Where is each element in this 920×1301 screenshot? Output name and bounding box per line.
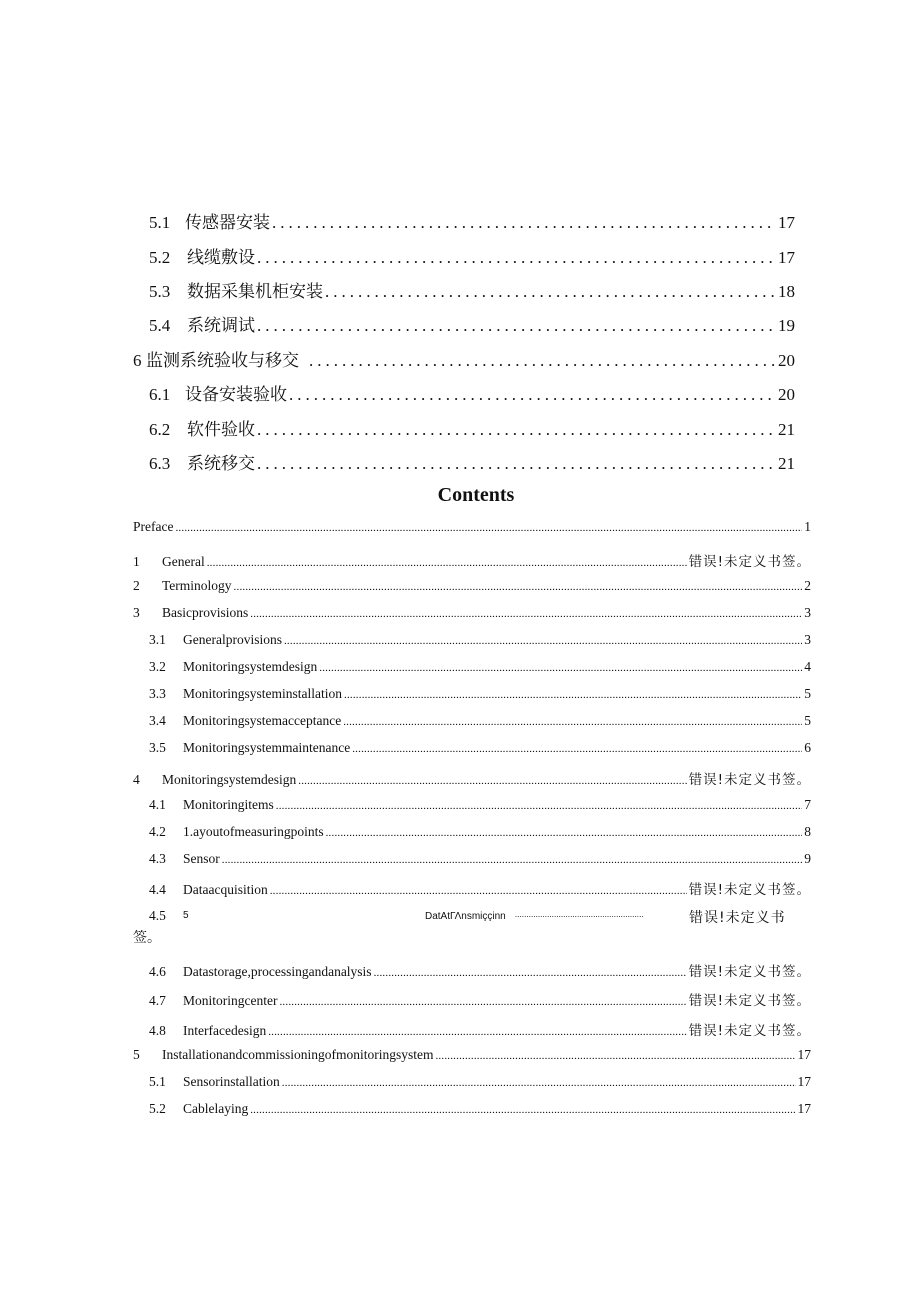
toc-page-error: 错误!未定义书签。 — [688, 1023, 811, 1039]
en-toc-4-4[interactable] — [149, 878, 811, 898]
toc-title: Sensorinstallation — [183, 1074, 280, 1089]
toc-leader — [279, 996, 686, 1008]
toc-page: 17 — [778, 213, 795, 232]
en-toc-4-2[interactable] — [149, 824, 811, 840]
toc-leader — [276, 800, 803, 812]
toc-page: 21 — [778, 420, 795, 439]
toc-title: Dataacquisition — [183, 882, 268, 897]
toc-leader — [175, 522, 802, 534]
en-toc-preface[interactable] — [133, 519, 811, 535]
toc-leader — [352, 743, 802, 755]
en-toc-1[interactable] — [133, 550, 811, 570]
toc-number: 4.7 — [149, 993, 166, 1008]
contents-title: Contents — [437, 484, 515, 506]
toc-leader — [289, 385, 776, 405]
toc-title: 传感器安装 — [185, 213, 270, 232]
toc-leader — [374, 967, 687, 979]
toc-page: 7 — [804, 797, 811, 812]
toc-page: 5 — [804, 713, 811, 728]
zh-toc-6-3[interactable] — [149, 449, 795, 474]
toc-number: 5 — [133, 1047, 140, 1062]
toc-page: 8 — [804, 824, 811, 839]
toc-page: 17 — [778, 248, 795, 267]
toc-title: Monitoringsysteminstallation — [183, 686, 342, 701]
toc-page-error: 错误!未定义书 — [689, 910, 786, 926]
toc-leader — [298, 775, 686, 787]
zh-toc-5-3[interactable] — [149, 277, 795, 302]
toc-leader — [343, 716, 802, 728]
toc-leader — [257, 248, 776, 268]
toc-title: Interfacedesign — [183, 1023, 267, 1038]
toc-page-error: 错误!未定义书签。 — [688, 993, 811, 1009]
toc-title: Datastorage,processingandanalysis — [183, 964, 372, 979]
toc-page: 1 — [804, 519, 811, 534]
toc-leader — [268, 1026, 686, 1038]
toc-title: Cablelaying — [183, 1101, 249, 1116]
toc-leader — [282, 1077, 796, 1089]
toc-title: Sensor — [183, 851, 220, 866]
toc-number: 4.1 — [149, 797, 166, 812]
toc-leader — [284, 635, 802, 647]
toc-leader — [344, 689, 802, 701]
toc-leader — [207, 557, 687, 569]
en-toc-4[interactable] — [133, 768, 811, 788]
toc-page: 9 — [804, 851, 811, 866]
en-toc-3-1[interactable] — [149, 632, 811, 648]
toc-leader — [257, 454, 776, 474]
toc-title: Installationandcommissioningofmonitoringsystem — [162, 1047, 434, 1062]
toc-page: 20 — [778, 385, 795, 404]
toc-page: 17 — [797, 1047, 811, 1062]
toc-number: 4 — [133, 772, 140, 787]
toc-page-error: 错误!未定义书签。 — [688, 554, 811, 570]
toc-number: 4.6 — [149, 964, 166, 979]
toc-title-garbled: DatAtΓΛnsmiççinn — [425, 911, 506, 922]
toc-leader: ........................................................ — [515, 910, 644, 919]
toc-leader — [222, 854, 803, 866]
toc-page: 3 — [804, 605, 811, 620]
toc-number: 5.2 — [149, 248, 171, 267]
toc-page: 18 — [778, 282, 795, 301]
toc-leader — [309, 351, 776, 371]
toc-number: 6 — [133, 351, 142, 370]
toc-title: 系统调试 — [187, 316, 255, 335]
toc-number: 3.1 — [149, 632, 166, 647]
en-toc-2[interactable] — [133, 578, 811, 594]
toc-title: Generalprovisions — [183, 632, 282, 647]
toc-number: 5.3 — [149, 282, 171, 301]
toc-page: 17 — [797, 1074, 811, 1089]
toc-page-error: 错误!未定义书签。 — [688, 964, 811, 980]
toc-leader — [257, 316, 776, 336]
toc-page: 4 — [804, 659, 811, 674]
toc-page-error: 错误!未定义书签。 — [688, 882, 811, 898]
toc-number: 6.3 — [149, 454, 171, 473]
en-toc-4-3[interactable] — [149, 851, 811, 867]
toc-title: 线缆敷设 — [187, 248, 255, 267]
toc-page-error-wrap: 签。 — [133, 930, 161, 946]
toc-leader — [270, 885, 687, 897]
toc-number: 5.1 — [149, 213, 171, 232]
en-toc-3[interactable] — [133, 605, 811, 621]
zh-toc-5-2[interactable] — [149, 243, 795, 268]
toc-title: Monitoringsystemdesign — [183, 659, 318, 674]
toc-title: 软件验收 — [187, 420, 255, 439]
en-toc-5[interactable] — [133, 1047, 811, 1063]
en-toc-4-8[interactable] — [149, 1019, 811, 1039]
zh-toc-5-1[interactable] — [149, 208, 795, 233]
zh-toc-6-1[interactable] — [149, 380, 795, 405]
toc-number-duplicate: 5 — [183, 910, 189, 921]
toc-leader — [257, 420, 776, 440]
en-toc-3-2[interactable] — [149, 659, 811, 675]
toc-page: 20 — [778, 351, 795, 370]
toc-number: 3.3 — [149, 686, 166, 701]
toc-number: 4.3 — [149, 851, 166, 866]
toc-leader — [326, 827, 803, 839]
toc-title: Monitoringsystemacceptance — [183, 713, 342, 728]
toc-number: 4.2 — [149, 824, 166, 839]
toc-leader — [250, 608, 802, 620]
toc-page: 19 — [778, 316, 795, 335]
toc-number: 4.8 — [149, 1023, 166, 1038]
toc-title: Monitoringsystemdesign — [162, 772, 297, 787]
toc-number: 1 — [133, 554, 140, 569]
toc-title: 系统移交 — [187, 454, 255, 473]
toc-title: Monitoringcenter — [183, 993, 278, 1008]
toc-title: Monitoringsystemmaintenance — [183, 740, 351, 755]
toc-page: 5 — [804, 686, 811, 701]
en-toc-4-5-garbled[interactable] — [133, 906, 819, 950]
toc-number: 3.2 — [149, 659, 166, 674]
toc-page: 2 — [804, 578, 811, 593]
toc-number: 5.1 — [149, 1074, 166, 1089]
toc-number: 2 — [133, 578, 140, 593]
toc-title: 1.ayoutofmeasuringpoints — [183, 824, 324, 839]
en-toc-5-1[interactable] — [149, 1074, 811, 1090]
toc-leader — [319, 662, 802, 674]
en-toc-4-6[interactable] — [149, 960, 811, 980]
en-toc-3-5[interactable] — [149, 740, 811, 756]
toc-number: 6.2 — [149, 420, 171, 439]
toc-leader — [435, 1050, 795, 1062]
en-toc-3-3[interactable] — [149, 686, 811, 702]
toc-leader — [234, 581, 803, 593]
toc-number: 4.4 — [149, 882, 166, 897]
toc-number: 4.5 — [149, 908, 166, 923]
toc-page: 6 — [804, 740, 811, 755]
en-toc-4-7[interactable] — [149, 989, 811, 1009]
toc-title: Basicprovisions — [162, 605, 249, 620]
toc-title: 设备安装验收 — [185, 385, 287, 404]
toc-page: 3 — [804, 632, 811, 647]
toc-leader — [250, 1104, 795, 1116]
toc-leader — [272, 213, 776, 233]
toc-page: 21 — [778, 454, 795, 473]
toc-title: 监测系统验收与移交 — [146, 351, 299, 370]
en-toc-3-4[interactable] — [149, 713, 811, 729]
toc-number: 3.4 — [149, 713, 166, 728]
zh-toc-6-2[interactable] — [149, 415, 795, 440]
en-toc-5-2[interactable] — [149, 1101, 811, 1117]
zh-toc-6[interactable] — [133, 346, 795, 371]
toc-number: 3 — [133, 605, 140, 620]
toc-leader — [325, 282, 776, 302]
toc-number: 5.4 — [149, 316, 171, 335]
toc-title: Terminology — [162, 578, 232, 593]
toc-title: Monitoringitems — [183, 797, 274, 812]
toc-number: 5.2 — [149, 1101, 166, 1116]
toc-page-error: 错误!未定义书签。 — [688, 772, 811, 788]
toc-title: 数据采集机柜安装 — [187, 282, 323, 301]
toc-title: Preface — [133, 519, 174, 534]
toc-title: General — [162, 554, 205, 569]
toc-number: 3.5 — [149, 740, 166, 755]
en-toc-4-1[interactable] — [149, 797, 811, 813]
toc-page: 17 — [797, 1101, 811, 1116]
toc-number: 6.1 — [149, 385, 171, 404]
zh-toc-5-4[interactable] — [149, 311, 795, 336]
